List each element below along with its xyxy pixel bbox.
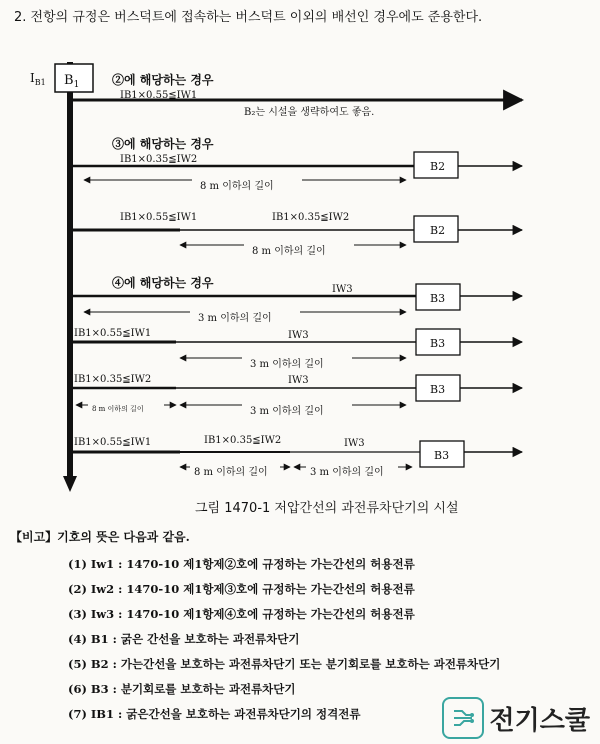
intro-text: 2. 전항의 규정은 버스덕트에 접속하는 버스덕트 이외의 배선인 경우에도 준용한다.	[14, 10, 483, 25]
cond-055-w1-b: IB1×0.55≦IW1	[74, 328, 152, 339]
cond-055-w1-a: IB1×0.55≦IW1	[120, 212, 198, 223]
cond-035-w2-c: IB1×0.35≦IW2	[204, 435, 282, 446]
cond-055-w1-c: IB1×0.55≦IW1	[74, 437, 152, 448]
iw3-c: IW3	[288, 375, 309, 386]
b3-label-2: B3	[430, 337, 446, 350]
len-3m-label-2: 3 m 이하의 길이	[250, 359, 324, 370]
len-8m-label-1: 8 m 이하의 길이	[200, 181, 274, 192]
b3-label-3: B3	[430, 383, 446, 396]
ib1-label: $I_{B1}$	[30, 71, 46, 87]
case3-title: ③에 해당하는 경우	[112, 137, 214, 151]
b2-label-2: B2	[430, 224, 446, 237]
cond-035-w2-b: IB1×0.35≦IW2	[74, 374, 152, 385]
len-8m-label-2: 8 m 이하의 길이	[252, 246, 326, 257]
note-3: (3) Iw3 : 1470-10 제1항제④호에 규정하는 가는간선의 허용전류	[68, 607, 415, 621]
case4-title: ④에 해당하는 경우	[112, 276, 214, 290]
b3-label-4: B3	[434, 449, 450, 462]
len-8m-label-3: 8 m 이하의 길이	[92, 405, 144, 413]
iw3-b: IW3	[288, 330, 309, 341]
b2-label-1: B2	[430, 160, 446, 173]
note-6: (6) B3 : 분기회로를 보호하는 과전류차단기	[68, 682, 296, 696]
note-5: (5) B2 : 가는간선을 보호하는 과전류차단기 또는 분기회로를 보호하는 과전류차단기	[68, 657, 501, 671]
len-8m-label-4: 8 m 이하의 길이	[194, 467, 268, 478]
case2-note: B₂는 시설을 생략하여도 좋음.	[244, 107, 375, 118]
note-7: (7) IB1 : 굵은간선을 보호하는 과전류차단기의 정격전류	[68, 707, 361, 721]
note-2: (2) Iw2 : 1470-10 제1항제③호에 규정하는 가는간선의 허용전류	[68, 582, 415, 596]
watermark-logo	[442, 693, 590, 743]
iw3-a: IW3	[332, 284, 353, 295]
watermark-text: 전기스쿨	[489, 705, 590, 736]
main-bus-arrow	[63, 476, 77, 492]
len-3m-label-4: 3 m 이하의 길이	[310, 467, 384, 478]
case3-condition: IB1×0.35≦IW2	[120, 154, 198, 165]
figure-caption: 그림 1470-1 저압간선의 과전류차단기의 시설	[195, 501, 459, 516]
case2-title: ②에 해당하는 경우	[112, 73, 214, 87]
notes-heading: 【비고】기호의 뜻은 다음과 같음.	[10, 530, 190, 544]
note-4: (4) B1 : 굵은 간선을 보호하는 과전류차단기	[68, 632, 300, 646]
circuit-icon	[442, 697, 484, 739]
len-3m-label-1: 3 m 이하의 길이	[198, 313, 272, 324]
len-3m-label-3: 3 m 이하의 길이	[250, 406, 324, 417]
iw3-d: IW3	[344, 438, 365, 449]
b3-label-1: B3	[430, 292, 446, 305]
case2-condition: IB1×0.55≦IW1	[120, 90, 198, 101]
note-1: (1) Iw1 : 1470-10 제1항제②호에 규정하는 가는간선의 허용전류	[68, 557, 415, 571]
b1-label: $B_1$	[64, 73, 80, 90]
cond-035-w2-a: IB1×0.35≦IW2	[272, 212, 350, 223]
